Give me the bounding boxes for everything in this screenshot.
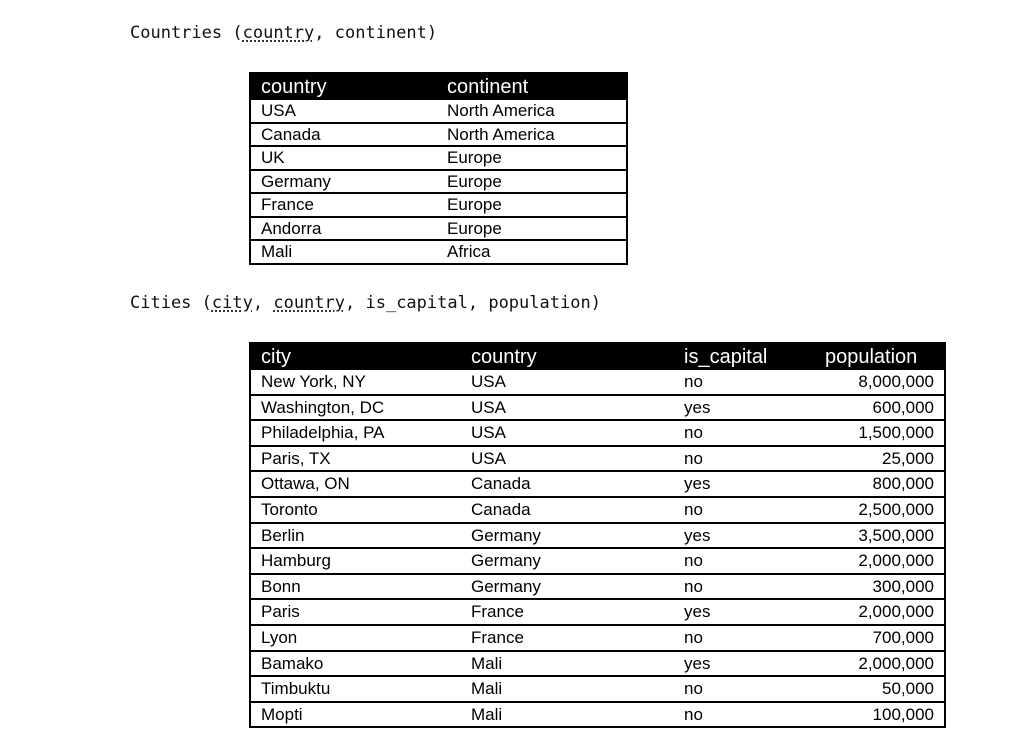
column-header-country: country xyxy=(250,73,437,100)
column-header-country: country xyxy=(461,343,674,370)
cell-continent: Europe xyxy=(437,193,627,217)
cell-city: Ottawa, ON xyxy=(250,471,461,497)
cell-country: Andorra xyxy=(250,217,437,241)
table-row xyxy=(250,497,945,523)
cell-city: Bamako xyxy=(250,651,461,677)
table-row xyxy=(250,123,627,147)
table-row xyxy=(250,170,627,194)
cell-country: USA xyxy=(461,420,674,446)
cell-is-capital: no xyxy=(674,574,811,600)
table-row xyxy=(250,370,945,395)
attribute: continent xyxy=(334,23,427,43)
cell-is-capital: yes xyxy=(674,523,811,549)
cell-population: 25,000 xyxy=(811,446,945,472)
cell-is-capital: yes xyxy=(674,599,811,625)
key-attribute: country xyxy=(242,23,315,43)
cell-population: 2,000,000 xyxy=(811,651,945,677)
table-row xyxy=(250,217,627,241)
cell-country: USA xyxy=(461,370,674,395)
cell-country: Mali xyxy=(461,651,674,677)
cell-population: 8,000,000 xyxy=(811,370,945,395)
cell-population: 1,500,000 xyxy=(811,420,945,446)
cities-schema-line: Cities (city, country, is_capital, population) xyxy=(130,293,601,313)
table-row xyxy=(250,146,627,170)
cell-country: Mali xyxy=(471,704,503,724)
relation-name: Cities xyxy=(130,293,192,313)
cell-population: 600,000 xyxy=(811,395,945,421)
cell-population: 800,000 xyxy=(811,471,945,497)
attribute: population xyxy=(488,293,591,313)
cell-country: UK xyxy=(250,146,437,170)
countries-schema-line: Countries (country, continent) xyxy=(130,23,438,43)
table-row xyxy=(250,523,945,549)
table-row xyxy=(250,446,945,472)
cell-is-capital: yes xyxy=(674,471,811,497)
cell-city: Lyon xyxy=(250,625,461,651)
cell-country: Germany xyxy=(461,548,674,574)
cell-is-capital: no xyxy=(674,676,811,702)
cell-is-capital: no xyxy=(674,420,811,446)
cell-continent: Europe xyxy=(437,146,627,170)
cell-is-capital: no xyxy=(684,704,703,724)
cell-country: USA xyxy=(250,100,437,123)
cell-city: Paris xyxy=(250,599,461,625)
cell-country: Canada xyxy=(461,471,674,497)
cell-continent: Europe xyxy=(437,170,627,194)
cell-country: Germany xyxy=(461,574,674,600)
cell-is-capital: no xyxy=(674,446,811,472)
cell-city: Paris, TX xyxy=(250,446,461,472)
cell-country: France xyxy=(461,625,674,651)
cell-continent: Europe xyxy=(437,217,627,241)
cell-continent: North America xyxy=(437,100,627,123)
cell-country: Canada xyxy=(461,497,674,523)
table-row xyxy=(250,574,945,600)
cell-city: Hamburg xyxy=(250,548,461,574)
countries-table xyxy=(249,72,628,265)
cell-country: France xyxy=(250,193,437,217)
column-header-city: city xyxy=(250,343,461,370)
cell-population: 2,000,000 xyxy=(811,599,945,625)
cell-city: Bonn xyxy=(250,574,461,600)
countries-header-row xyxy=(250,73,627,100)
cell-population: 3,500,000 xyxy=(811,523,945,549)
cell-population: 50,000 xyxy=(811,676,945,702)
cell-country: USA xyxy=(461,446,674,472)
table-row xyxy=(250,651,945,677)
cities-table xyxy=(249,342,946,728)
cell-population: 2,000,000 xyxy=(811,548,945,574)
cell-population: 2,500,000 xyxy=(811,497,945,523)
table-row xyxy=(250,676,945,702)
cell-country: France xyxy=(461,599,674,625)
table-row xyxy=(250,471,945,497)
cell-country: Germany xyxy=(461,523,674,549)
key-attribute: city xyxy=(211,293,253,313)
table-row xyxy=(250,548,945,574)
cell-continent: Africa xyxy=(447,242,491,261)
cell-city: Mopti xyxy=(261,704,303,724)
table-row xyxy=(250,395,945,421)
attribute: is_capital xyxy=(365,293,468,313)
relation-name: Countries xyxy=(130,23,223,43)
cell-is-capital: no xyxy=(674,497,811,523)
cell-city: Timbuktu xyxy=(250,676,461,702)
cell-continent: North America xyxy=(437,123,627,147)
cell-country: Mali xyxy=(461,676,674,702)
cell-city: Toronto xyxy=(250,497,461,523)
table-row xyxy=(250,100,627,123)
cell-city: Philadelphia, PA xyxy=(250,420,461,446)
cell-city: Washington, DC xyxy=(250,395,461,421)
table-row xyxy=(250,625,945,651)
table-row xyxy=(250,240,627,264)
cell-population: 700,000 xyxy=(811,625,945,651)
cell-is-capital: yes xyxy=(674,395,811,421)
cell-is-capital: no xyxy=(674,625,811,651)
cell-country: Canada xyxy=(250,123,437,147)
cities-header-row xyxy=(250,343,945,370)
table-row xyxy=(250,420,945,446)
cell-is-capital: no xyxy=(674,548,811,574)
cell-is-capital: yes xyxy=(674,651,811,677)
cell-population: 300,000 xyxy=(811,574,945,600)
table-row xyxy=(250,702,945,728)
column-header-population: population xyxy=(811,343,945,370)
cell-city: New York, NY xyxy=(250,370,461,395)
cell-population: 100,000 xyxy=(872,704,934,724)
column-header-is-capital: is_capital xyxy=(674,343,811,370)
cell-is-capital: no xyxy=(674,370,811,395)
cell-country: Germany xyxy=(250,170,437,194)
cell-country: USA xyxy=(461,395,674,421)
table-row xyxy=(250,193,627,217)
cell-country: Mali xyxy=(261,242,293,261)
key-attribute: country xyxy=(273,293,345,313)
table-row xyxy=(250,599,945,625)
column-header-continent: continent xyxy=(437,73,627,100)
cell-city: Berlin xyxy=(250,523,461,549)
